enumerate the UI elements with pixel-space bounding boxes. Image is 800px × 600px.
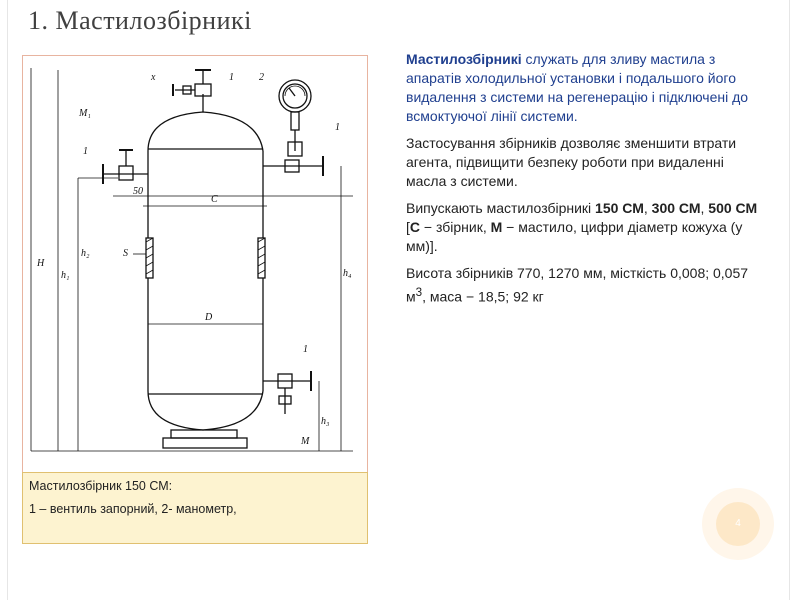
description-text	[406, 50, 768, 315]
right-border-rule	[789, 0, 790, 600]
label-50: 50	[133, 186, 143, 197]
paragraph-models: Випускають мастилозбірникі 150 СМ, 300 СМ, 500 СМ [С − збірник, М − мастило, цифри діаметр кожуха (у мм)].	[406, 200, 758, 254]
vessel-body	[146, 112, 265, 448]
caption-line-1: Мастилозбірник 150 СМ:	[29, 479, 173, 493]
manometer	[263, 80, 323, 176]
top-valve	[173, 70, 211, 112]
paragraph-benefits: Застосування збірників дозволяє зменшити втрати агента, підвищити безпеку роботи при видаленні масла з системи.	[406, 135, 737, 189]
slide-title: 1. Мастилозбірникі	[28, 6, 252, 35]
left-border-rule	[7, 0, 8, 600]
left-valve	[103, 150, 148, 184]
paragraph-specs: Висота збірників 770, 1270 мм, місткість 0,008; 0,057 $м^3$, маса − 18,5; 92 кг	[406, 265, 749, 305]
drawing-labels	[36, 72, 352, 447]
oil-collector-drawing	[22, 55, 368, 473]
label-h1: h₁	[61, 270, 70, 281]
label-h2: h₂	[81, 248, 90, 259]
bottom-valve	[263, 371, 311, 414]
label-h3: h₃	[321, 416, 330, 427]
figure-caption	[22, 472, 368, 544]
label-x: x	[151, 72, 156, 83]
label-m: M	[301, 436, 310, 447]
label-s: S	[123, 248, 128, 259]
label-1-top: 1	[229, 72, 234, 83]
caption-line-2: 1 – вентиль запорний, 2- манометр,	[29, 502, 237, 516]
label-1-left: 1	[83, 146, 88, 157]
label-d: D	[205, 312, 213, 323]
label-h: H	[37, 258, 45, 269]
label-2: 2	[259, 72, 264, 83]
label-c: C	[211, 194, 218, 205]
label-m1: М₁	[79, 108, 91, 119]
page-number-badge: 4	[716, 502, 760, 546]
label-1-right: 1	[335, 122, 340, 133]
paragraph-purpose: Мастилозбірникі служать для зливу мастила з апаратів холодильної установки і подальшого його видалення з системи на регенерацію і підключені до всмоктуючої лінії системи.	[406, 51, 749, 124]
label-h4: h₄	[343, 268, 352, 279]
label-1-bottom: 1	[303, 344, 308, 355]
